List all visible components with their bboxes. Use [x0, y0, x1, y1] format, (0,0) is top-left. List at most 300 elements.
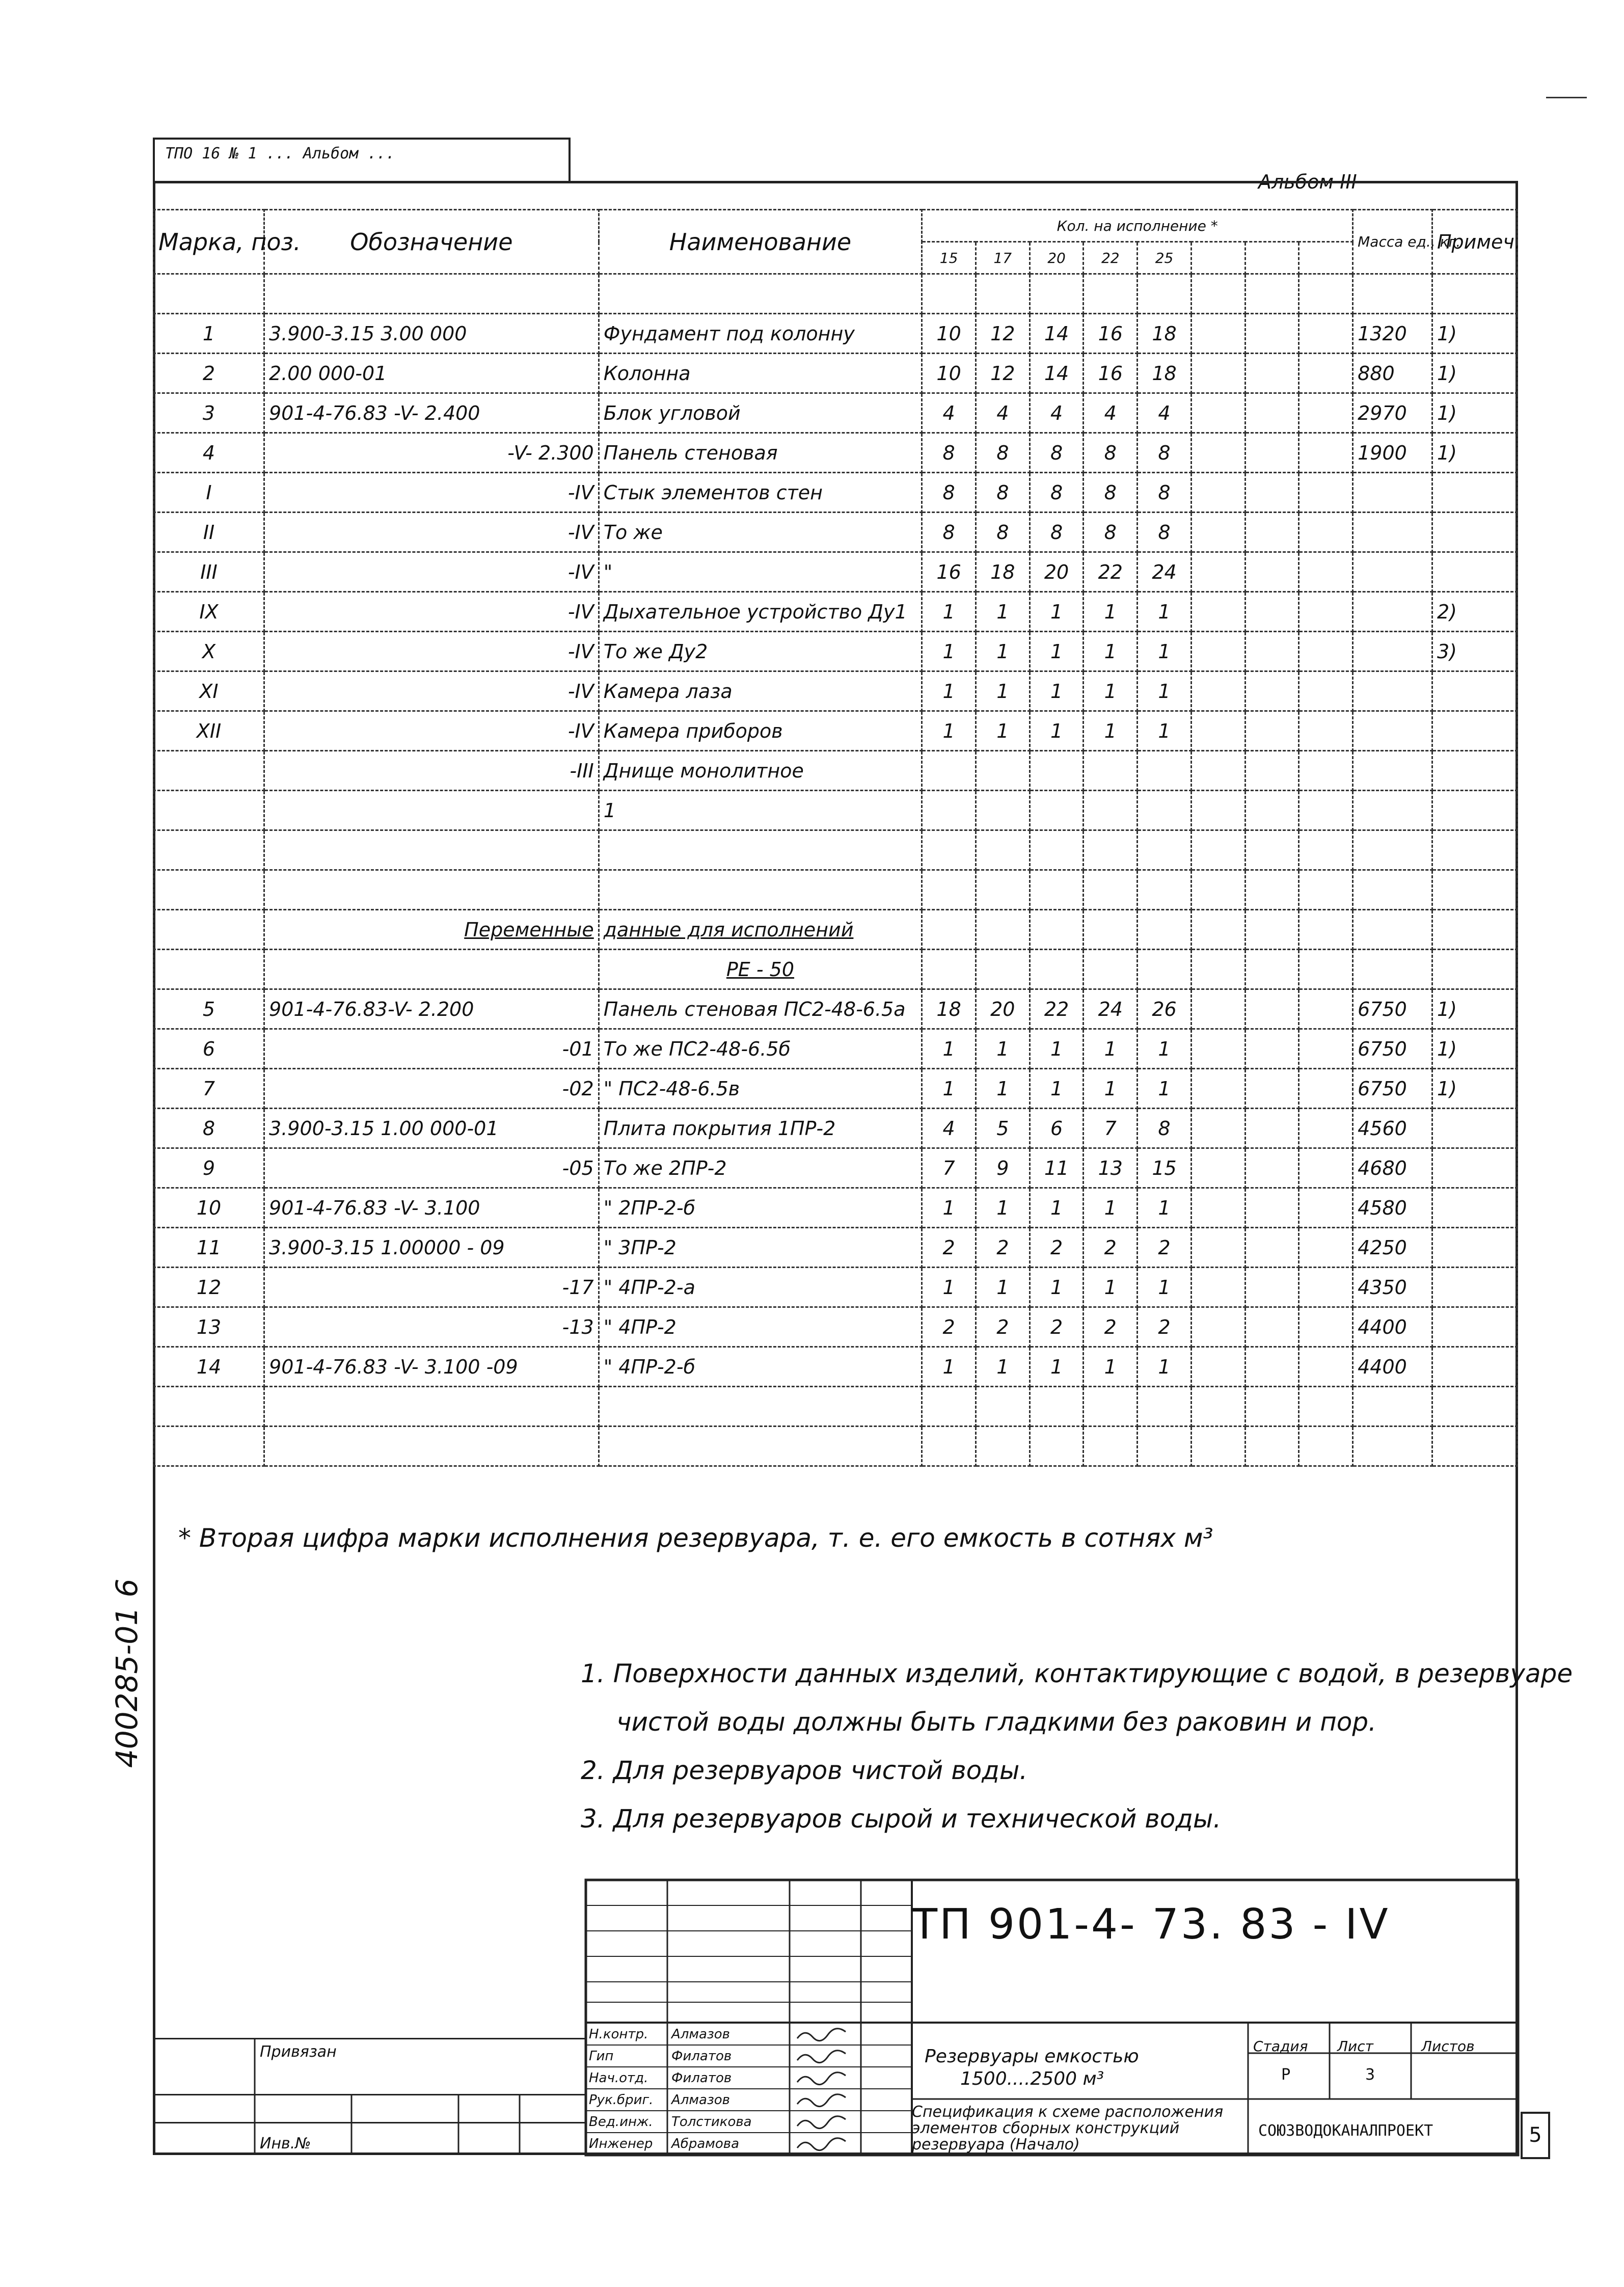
cell-quantity: 1 — [922, 1188, 976, 1228]
signature-role: Рук.бриг. — [589, 2092, 654, 2108]
note-1b: чистой воды должны быть гладкими без раковин и пор. — [616, 1707, 1376, 1737]
sheet-label: Лист — [1337, 2038, 1373, 2055]
cell-quantity: 16 — [1084, 314, 1138, 354]
cell-quantity: 15 — [1138, 1148, 1192, 1188]
empty-cell — [154, 1387, 264, 1427]
cell-quantity: 1 — [976, 1347, 1030, 1387]
table-row — [154, 1387, 1518, 1427]
cell-designation: -V- 2.300 — [264, 433, 599, 473]
cell-name: Стык элементов стен — [599, 473, 922, 513]
cell-name: Днище монолитное — [599, 751, 922, 791]
cell-mark: 11 — [154, 1228, 264, 1268]
cell-mark — [154, 791, 264, 830]
cell-mark: 7 — [154, 1069, 264, 1109]
cell-quantity: 24 — [1084, 989, 1138, 1029]
empty-cell — [1191, 433, 1245, 473]
table-row — [154, 1347, 1518, 1387]
empty-cell — [1191, 1307, 1245, 1347]
document-code: ТП 901-4- 73. 83 - IV — [912, 1900, 1390, 1949]
empty-cell — [1191, 354, 1245, 393]
empty-cell — [599, 274, 922, 314]
cell-quantity — [1138, 751, 1192, 791]
cell-quantity: 2 — [976, 1228, 1030, 1268]
empty-cell — [1191, 1029, 1245, 1069]
cell-quantity: 8 — [1138, 513, 1192, 552]
cell-quantity: 1 — [1084, 1029, 1138, 1069]
cell-mark: 5 — [154, 989, 264, 1029]
empty-cell — [1191, 1109, 1245, 1148]
empty-cell — [599, 870, 922, 910]
table-row — [154, 552, 1518, 592]
organization: СОЮЗВОДОКАНАЛПРОЕКТ — [1258, 2122, 1433, 2140]
corner-mark — [1546, 97, 1587, 98]
cell-quantity: 1 — [1084, 1268, 1138, 1307]
cell-mark: XII — [154, 711, 264, 751]
cell-mass: 4580 — [1353, 1188, 1432, 1228]
cell-designation: 901-4-76.83 -V- 3.100 — [264, 1188, 599, 1228]
cell-quantity: 22 — [1030, 989, 1084, 1029]
cell-designation: -IV — [264, 632, 599, 671]
cell-note — [1432, 950, 1517, 989]
cell-mass: 6750 — [1353, 1069, 1432, 1109]
cell-name: Дыхательное устройство Ду1 — [599, 592, 922, 632]
cell-note — [1432, 1268, 1517, 1307]
cell-mass — [1353, 711, 1432, 751]
empty-cell — [1299, 1268, 1353, 1307]
cell-name: Камера приборов — [599, 711, 922, 751]
cell-name: То же Ду2 — [599, 632, 922, 671]
empty-cell — [264, 274, 599, 314]
empty-cell — [1299, 870, 1353, 910]
empty-cell — [264, 830, 599, 870]
empty-cell — [1245, 393, 1299, 433]
empty-cell — [1191, 870, 1245, 910]
cell-note: 3) — [1432, 632, 1517, 671]
table-row — [154, 751, 1518, 791]
cell-quantity: 18 — [1138, 354, 1192, 393]
cell-note — [1432, 910, 1517, 950]
empty-cell — [1299, 592, 1353, 632]
cell-quantity: 2 — [1138, 1307, 1192, 1347]
signature-name: Алмазов — [671, 2092, 730, 2108]
empty-cell — [1191, 1427, 1245, 1466]
cell-quantity: 1 — [1030, 711, 1084, 751]
empty-cell — [1245, 552, 1299, 592]
empty-cell — [1245, 1387, 1299, 1427]
cell-name: Блок угловой — [599, 393, 922, 433]
cell-note: 1) — [1432, 989, 1517, 1029]
cell-mass — [1353, 751, 1432, 791]
cell-quantity: 4 — [1084, 393, 1138, 433]
cell-quantity — [1138, 950, 1192, 989]
cell-quantity: 1 — [922, 1347, 976, 1387]
cell-quantity: 1 — [976, 1188, 1030, 1228]
empty-cell — [1299, 632, 1353, 671]
cell-quantity: 14 — [1030, 314, 1084, 354]
cell-note: 1) — [1432, 433, 1517, 473]
table-row — [154, 632, 1518, 671]
cell-quantity: 1 — [976, 1029, 1030, 1069]
empty-cell — [1299, 1109, 1353, 1148]
signature-name: Толстикова — [671, 2114, 752, 2130]
cell-note — [1432, 1148, 1517, 1188]
cell-quantity: 12 — [976, 314, 1030, 354]
empty-cell — [1245, 1188, 1299, 1228]
cell-quantity — [1030, 950, 1084, 989]
cell-quantity: 10 — [922, 354, 976, 393]
signature-row — [586, 2066, 912, 2089]
empty-cell — [1191, 1387, 1245, 1427]
empty-cell — [922, 1387, 976, 1427]
sheets-label: Листов — [1421, 2038, 1475, 2055]
cell-mass: 6750 — [1353, 1029, 1432, 1069]
cell-mark: 8 — [154, 1109, 264, 1148]
signature-role: Инженер — [589, 2136, 653, 2151]
cell-quantity: 2 — [976, 1307, 1030, 1347]
cell-mass: 1320 — [1353, 314, 1432, 354]
empty-cell — [1245, 1347, 1299, 1387]
cell-quantity: 1 — [1138, 592, 1192, 632]
note-3: 3. Для резервуаров сырой и технической воды. — [581, 1804, 1222, 1834]
empty-cell — [1245, 1148, 1299, 1188]
cell-quantity: 1 — [1030, 592, 1084, 632]
header-designation: Обозначение — [264, 210, 599, 274]
cell-mass — [1353, 791, 1432, 830]
cell-name: " 4ПР-2 — [599, 1307, 922, 1347]
cell-quantity: 8 — [976, 433, 1030, 473]
table-row — [154, 592, 1518, 632]
empty-cell — [1299, 433, 1353, 473]
empty-cell — [1299, 393, 1353, 433]
cell-quantity: 4 — [976, 393, 1030, 433]
empty-cell — [1138, 1427, 1192, 1466]
cell-mark — [154, 950, 264, 989]
cell-name: " 4ПР-2-а — [599, 1268, 922, 1307]
empty-cell — [1245, 791, 1299, 830]
cell-designation: 3.900-3.15 3.00 000 — [264, 314, 599, 354]
cell-designation: 901-4-76.83-V- 2.200 — [264, 989, 599, 1029]
cell-mark: II — [154, 513, 264, 552]
cell-note — [1432, 513, 1517, 552]
empty-cell — [1299, 830, 1353, 870]
cell-mass: 4250 — [1353, 1228, 1432, 1268]
cell-quantity — [976, 950, 1030, 989]
table-row — [154, 1029, 1518, 1069]
cell-quantity: 1 — [1138, 1347, 1192, 1387]
cell-mark: IX — [154, 592, 264, 632]
stage-label: Стадия — [1253, 2038, 1308, 2055]
cell-name: " — [599, 552, 922, 592]
empty-cell — [1245, 910, 1299, 950]
cell-quantity: 8 — [922, 433, 976, 473]
cell-quantity: 8 — [1084, 433, 1138, 473]
cell-mass — [1353, 632, 1432, 671]
cell-name: То же ПС2-48-6.5б — [599, 1029, 922, 1069]
signature-row — [586, 2023, 912, 2046]
empty-cell — [1030, 1387, 1084, 1427]
cell-quantity: 2 — [1084, 1228, 1138, 1268]
empty-cell — [1299, 1188, 1353, 1228]
empty-cell — [1191, 751, 1245, 791]
cell-name: То же — [599, 513, 922, 552]
empty-cell — [1299, 671, 1353, 711]
notes-block — [178, 1523, 1573, 1843]
cell-quantity: 22 — [1084, 552, 1138, 592]
empty-cell — [1084, 870, 1138, 910]
cell-quantity — [922, 910, 976, 950]
cell-name: То же 2ПР-2 — [599, 1148, 922, 1188]
empty-cell — [1353, 830, 1432, 870]
cell-quantity — [922, 791, 976, 830]
cell-note: 1) — [1432, 314, 1517, 354]
cell-quantity: 4 — [1138, 393, 1192, 433]
cell-designation: -IV — [264, 513, 599, 552]
empty-cell — [976, 1427, 1030, 1466]
empty-cell — [1299, 1387, 1353, 1427]
cell-mark: 3 — [154, 393, 264, 433]
cell-name: Колонна — [599, 354, 922, 393]
cell-quantity: 1 — [976, 711, 1030, 751]
table-row — [154, 314, 1518, 354]
empty-cell — [1191, 473, 1245, 513]
empty-cell — [1191, 513, 1245, 552]
signature-mark — [795, 2113, 856, 2132]
title-line-2: 1500....2500 м³ — [960, 2068, 1104, 2089]
header-mark: Марка, поз. — [154, 210, 264, 274]
empty-cell — [1245, 632, 1299, 671]
signature-mark — [795, 2048, 856, 2066]
empty-cell — [1245, 592, 1299, 632]
binding-block — [153, 2038, 586, 2155]
cell-quantity — [1030, 910, 1084, 950]
cell-note: 1) — [1432, 393, 1517, 433]
cell-mass — [1353, 671, 1432, 711]
empty-cell — [1299, 1029, 1353, 1069]
cell-quantity — [1084, 950, 1138, 989]
cell-mark: III — [154, 552, 264, 592]
stage-value: Р — [1281, 2066, 1291, 2084]
empty-cell — [1299, 711, 1353, 751]
signature-row — [586, 2132, 912, 2155]
privyazan-label: Привязан — [260, 2043, 337, 2061]
cell-name: Панель стеновая ПС2-48-6.5а — [599, 989, 922, 1029]
cell-designation: 2.00 000-01 — [264, 354, 599, 393]
cell-quantity: 11 — [1030, 1148, 1084, 1188]
cell-quantity: 14 — [1030, 354, 1084, 393]
cell-note — [1432, 1347, 1517, 1387]
cell-designation: 901-4-76.83 -V- 2.400 — [264, 393, 599, 433]
empty-cell — [1245, 1228, 1299, 1268]
cell-quantity: 1 — [976, 671, 1030, 711]
empty-cell — [1432, 274, 1517, 314]
cell-mark: XI — [154, 671, 264, 711]
cell-designation: 3.900-3.15 1.00000 - 09 — [264, 1228, 599, 1268]
cell-name: Панель стеновая — [599, 433, 922, 473]
empty-cell — [1245, 751, 1299, 791]
empty-cell — [1299, 989, 1353, 1029]
empty-cell — [976, 830, 1030, 870]
empty-cell — [1191, 1069, 1245, 1109]
empty-cell — [1299, 314, 1353, 354]
empty-cell — [1299, 950, 1353, 989]
cell-designation: -05 — [264, 1148, 599, 1188]
empty-cell — [1030, 1427, 1084, 1466]
cell-quantity — [1138, 791, 1192, 830]
cell-quantity — [1030, 751, 1084, 791]
cell-quantity: 7 — [922, 1148, 976, 1188]
empty-cell — [1353, 274, 1432, 314]
empty-cell — [1353, 1387, 1432, 1427]
empty-cell — [1299, 1148, 1353, 1188]
empty-cell — [599, 1387, 922, 1427]
cell-designation: -IV — [264, 592, 599, 632]
cell-note — [1432, 1228, 1517, 1268]
cell-quantity: 7 — [1084, 1109, 1138, 1148]
cell-quantity: 2 — [1030, 1228, 1084, 1268]
empty-cell — [1245, 1069, 1299, 1109]
empty-cell — [976, 1387, 1030, 1427]
empty-cell — [1191, 632, 1245, 671]
empty-cell — [1245, 1427, 1299, 1466]
table-row — [154, 513, 1518, 552]
cell-quantity: 1 — [1138, 711, 1192, 751]
empty-cell — [1353, 1427, 1432, 1466]
cell-quantity: 8 — [1138, 433, 1192, 473]
signature-name: Абрамова — [671, 2136, 740, 2151]
cell-quantity: 2 — [1030, 1307, 1084, 1347]
cell-quantity: 1 — [1138, 1029, 1192, 1069]
cell-mass: 4680 — [1353, 1148, 1432, 1188]
empty-cell — [264, 1387, 599, 1427]
cell-quantity: 6 — [1030, 1109, 1084, 1148]
cell-quantity: 4 — [922, 1109, 976, 1148]
cell-quantity: 16 — [922, 552, 976, 592]
empty-cell — [1299, 791, 1353, 830]
cell-quantity: 8 — [922, 513, 976, 552]
cell-mass: 4560 — [1353, 1109, 1432, 1148]
cell-mass: 4400 — [1353, 1307, 1432, 1347]
cell-quantity: 1 — [1084, 1188, 1138, 1228]
signature-row — [586, 2110, 912, 2133]
empty-cell — [1299, 1347, 1353, 1387]
empty-cell — [1191, 1268, 1245, 1307]
cell-mass: 2970 — [1353, 393, 1432, 433]
cell-note — [1432, 1109, 1517, 1148]
cell-mark: 1 — [154, 314, 264, 354]
cell-quantity: 4 — [1030, 393, 1084, 433]
empty-cell — [1191, 1228, 1245, 1268]
variant-header-empty — [1191, 242, 1245, 274]
signature-role: Нач.отд. — [589, 2070, 648, 2086]
cell-name: Плита покрытия 1ПР-2 — [599, 1109, 922, 1148]
empty-cell — [264, 870, 599, 910]
cell-quantity — [1030, 791, 1084, 830]
cell-note: 1) — [1432, 1069, 1517, 1109]
document-subtitle: Спецификация к схеме расположения элементов сборных конструкций резервуара (Начало) — [912, 2103, 1224, 2154]
empty-cell — [1191, 552, 1245, 592]
table-row — [154, 671, 1518, 711]
cell-quantity: 1 — [1138, 632, 1192, 671]
cell-quantity — [976, 751, 1030, 791]
empty-cell — [599, 830, 922, 870]
empty-cell — [1299, 552, 1353, 592]
empty-cell — [1030, 830, 1084, 870]
cell-designation — [264, 791, 599, 830]
table-row — [154, 354, 1518, 393]
empty-cell — [1245, 473, 1299, 513]
document-title — [925, 2046, 1139, 2090]
empty-cell — [1030, 274, 1084, 314]
cell-designation: -13 — [264, 1307, 599, 1347]
empty-cell — [1245, 314, 1299, 354]
cell-mass: 4400 — [1353, 1347, 1432, 1387]
table-row — [154, 473, 1518, 513]
cell-quantity: 16 — [1084, 354, 1138, 393]
signature-mark — [795, 2069, 856, 2088]
cell-mark: 2 — [154, 354, 264, 393]
cell-name: " ПС2-48-6.5в — [599, 1069, 922, 1109]
empty-cell — [154, 274, 264, 314]
cell-quantity: 8 — [1138, 1109, 1192, 1148]
signature-role: Н.контр. — [589, 2027, 648, 2042]
note-1a: 1. Поверхности данных изделий, контактирующие с водой, в резервуаре — [581, 1659, 1573, 1688]
cell-quantity: 12 — [976, 354, 1030, 393]
cell-quantity: 20 — [1030, 552, 1084, 592]
empty-cell — [1245, 1029, 1299, 1069]
empty-cell — [1245, 1268, 1299, 1307]
cell-designation: -01 — [264, 1029, 599, 1069]
empty-cell — [1191, 989, 1245, 1029]
cell-quantity: 1 — [1084, 1347, 1138, 1387]
cell-designation: -III — [264, 751, 599, 791]
empty-cell — [1245, 950, 1299, 989]
cell-quantity: 1 — [1084, 711, 1138, 751]
empty-cell — [1084, 1427, 1138, 1466]
cell-quantity: 18 — [922, 989, 976, 1029]
cell-mark: 13 — [154, 1307, 264, 1347]
cell-note — [1432, 1188, 1517, 1228]
empty-cell — [154, 1427, 264, 1466]
cell-mass: 1900 — [1353, 433, 1432, 473]
empty-cell — [1084, 1387, 1138, 1427]
empty-cell — [1191, 314, 1245, 354]
empty-cell — [1432, 1387, 1517, 1427]
cell-name: " 2ПР-2-б — [599, 1188, 922, 1228]
cell-quantity: 1 — [976, 1268, 1030, 1307]
cell-mark: 12 — [154, 1268, 264, 1307]
cell-quantity — [1084, 751, 1138, 791]
cell-mass — [1353, 592, 1432, 632]
cell-mark: X — [154, 632, 264, 671]
empty-cell — [1245, 433, 1299, 473]
cell-quantity — [922, 950, 976, 989]
empty-cell — [1191, 1148, 1245, 1188]
cell-note — [1432, 671, 1517, 711]
cell-quantity: 2 — [922, 1228, 976, 1268]
empty-cell — [1191, 393, 1245, 433]
album-label: Альбом III — [1258, 171, 1357, 193]
signature-role: Вед.инж. — [589, 2114, 653, 2130]
cell-quantity: 1 — [1030, 1029, 1084, 1069]
table-row — [154, 393, 1518, 433]
cell-designation: -17 — [264, 1268, 599, 1307]
empty-cell — [1353, 870, 1432, 910]
empty-cell — [1245, 671, 1299, 711]
table-row — [154, 950, 1518, 989]
signature-role: Гип — [589, 2049, 614, 2064]
cell-note — [1432, 711, 1517, 751]
signature-row — [586, 2044, 912, 2067]
